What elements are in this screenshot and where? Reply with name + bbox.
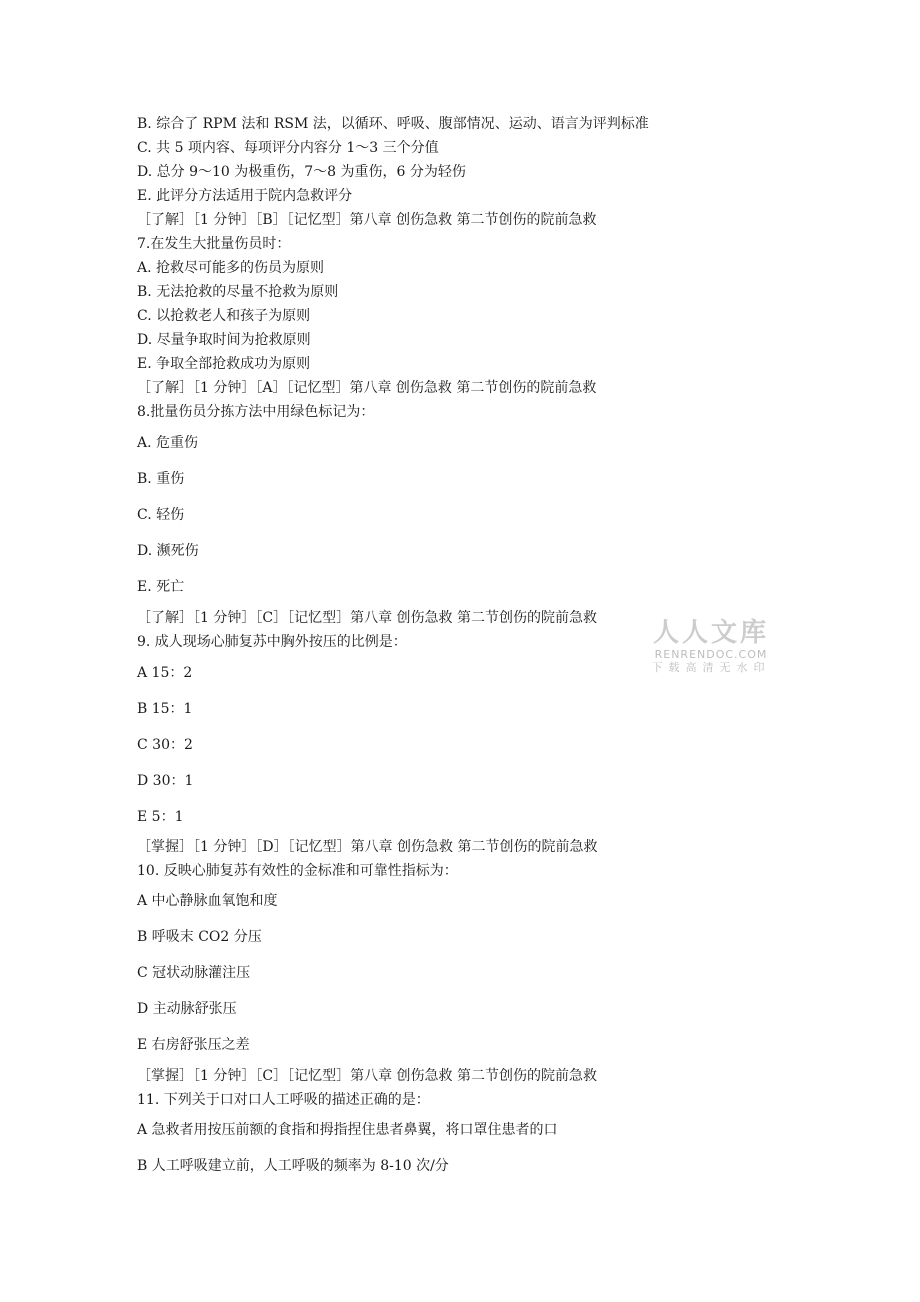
option-b-text: B 15：1 (137, 701, 193, 717)
question-meta: ［了解］［1 分钟］［B］［记忆型］第八章 创伤急救 第二节创伤的院前急救 (137, 212, 597, 228)
option-a-text: A. 危重伤 (137, 435, 199, 451)
option-c-text: C. 共 5 项内容、每项评分内容分 1～3 三个分值 (137, 140, 439, 156)
question-title: 7.在发生大批量伤员时： (137, 236, 291, 252)
option-d-text: D. 总分 9～10 为极重伤，7～8 为重伤，6 分为轻伤 (137, 164, 466, 180)
option-e-text: E. 此评分方法适用于院内急救评分 (137, 188, 353, 204)
option-b-text: B 人工呼吸建立前，人工呼吸的频率为 8-10 次/分 (137, 1158, 449, 1174)
question-title: 11. 下列关于口对口人工呼吸的描述正确的是： (137, 1092, 430, 1108)
option-d-text: D 30：1 (137, 773, 194, 789)
option-b-text: B. 重伤 (137, 471, 185, 487)
question-meta: ［了解］［1 分钟］［A］［记忆型］第八章 创伤急救 第二节创伤的院前急救 (137, 380, 597, 396)
option-d-text: D. 尽量争取时间为抢救原则 (137, 332, 311, 348)
question-title: 9. 成人现场心肺复苏中胸外按压的比例是： (137, 634, 407, 650)
option-c-text: C. 轻伤 (137, 507, 185, 523)
question-title: 8.批量伤员分拣方法中用绿色标记为： (137, 404, 375, 420)
option-a-text: A 15：2 (137, 665, 193, 681)
question-meta: ［了解］［1 分钟］［C］［记忆型］第八章 创伤急救 第二节创伤的院前急救 (137, 610, 597, 626)
option-b-text: B 呼吸末 CO2 分压 (137, 929, 262, 945)
watermark (646, 618, 776, 675)
watermark-domain: RENRENDOC.COM (654, 648, 768, 661)
option-c-text: C. 以抢救老人和孩子为原则 (137, 308, 311, 324)
option-e-text: E 5：1 (137, 809, 184, 825)
option-b-text: B. 综合了 RPM 法和 RSM 法，以循环、呼吸、腹部情况、运动、语言为评判标准 (137, 116, 649, 132)
option-c-text: C 30：2 (137, 737, 193, 753)
question-title: 10. 反映心肺复苏有效性的金标准和可靠性指标为： (137, 863, 458, 879)
option-a-text: A 中心静脉血氧饱和度 (137, 893, 278, 909)
option-b-text: B. 无法抢救的尽量不抢救为原则 (137, 284, 339, 300)
option-e-text: E. 争取全部抢救成功为原则 (137, 356, 311, 372)
question-meta: ［掌握］［1 分钟］［D］［记忆型］第八章 创伤急救 第二节创伤的院前急救 (137, 839, 598, 855)
option-e-text: E. 死亡 (137, 579, 185, 595)
option-d-text: D. 濒死伤 (137, 543, 199, 559)
watermark-tagline: 下载高清无水印 (651, 661, 771, 674)
question-meta: ［掌握］［1 分钟］［C］［记忆型］第八章 创伤急救 第二节创伤的院前急救 (137, 1068, 597, 1084)
option-d-text: D 主动脉舒张压 (137, 1001, 237, 1017)
option-e-text: E 右房舒张压之差 (137, 1037, 250, 1053)
watermark-title: 人人文库 (652, 618, 769, 648)
option-a-text: A 急救者用按压前额的食指和拇指捏住患者鼻翼，将口罩住患者的口 (137, 1122, 558, 1138)
option-a-text: A. 抢救尽可能多的伤员为原则 (137, 260, 325, 276)
option-c-text: C 冠状动脉灌注压 (137, 965, 251, 981)
